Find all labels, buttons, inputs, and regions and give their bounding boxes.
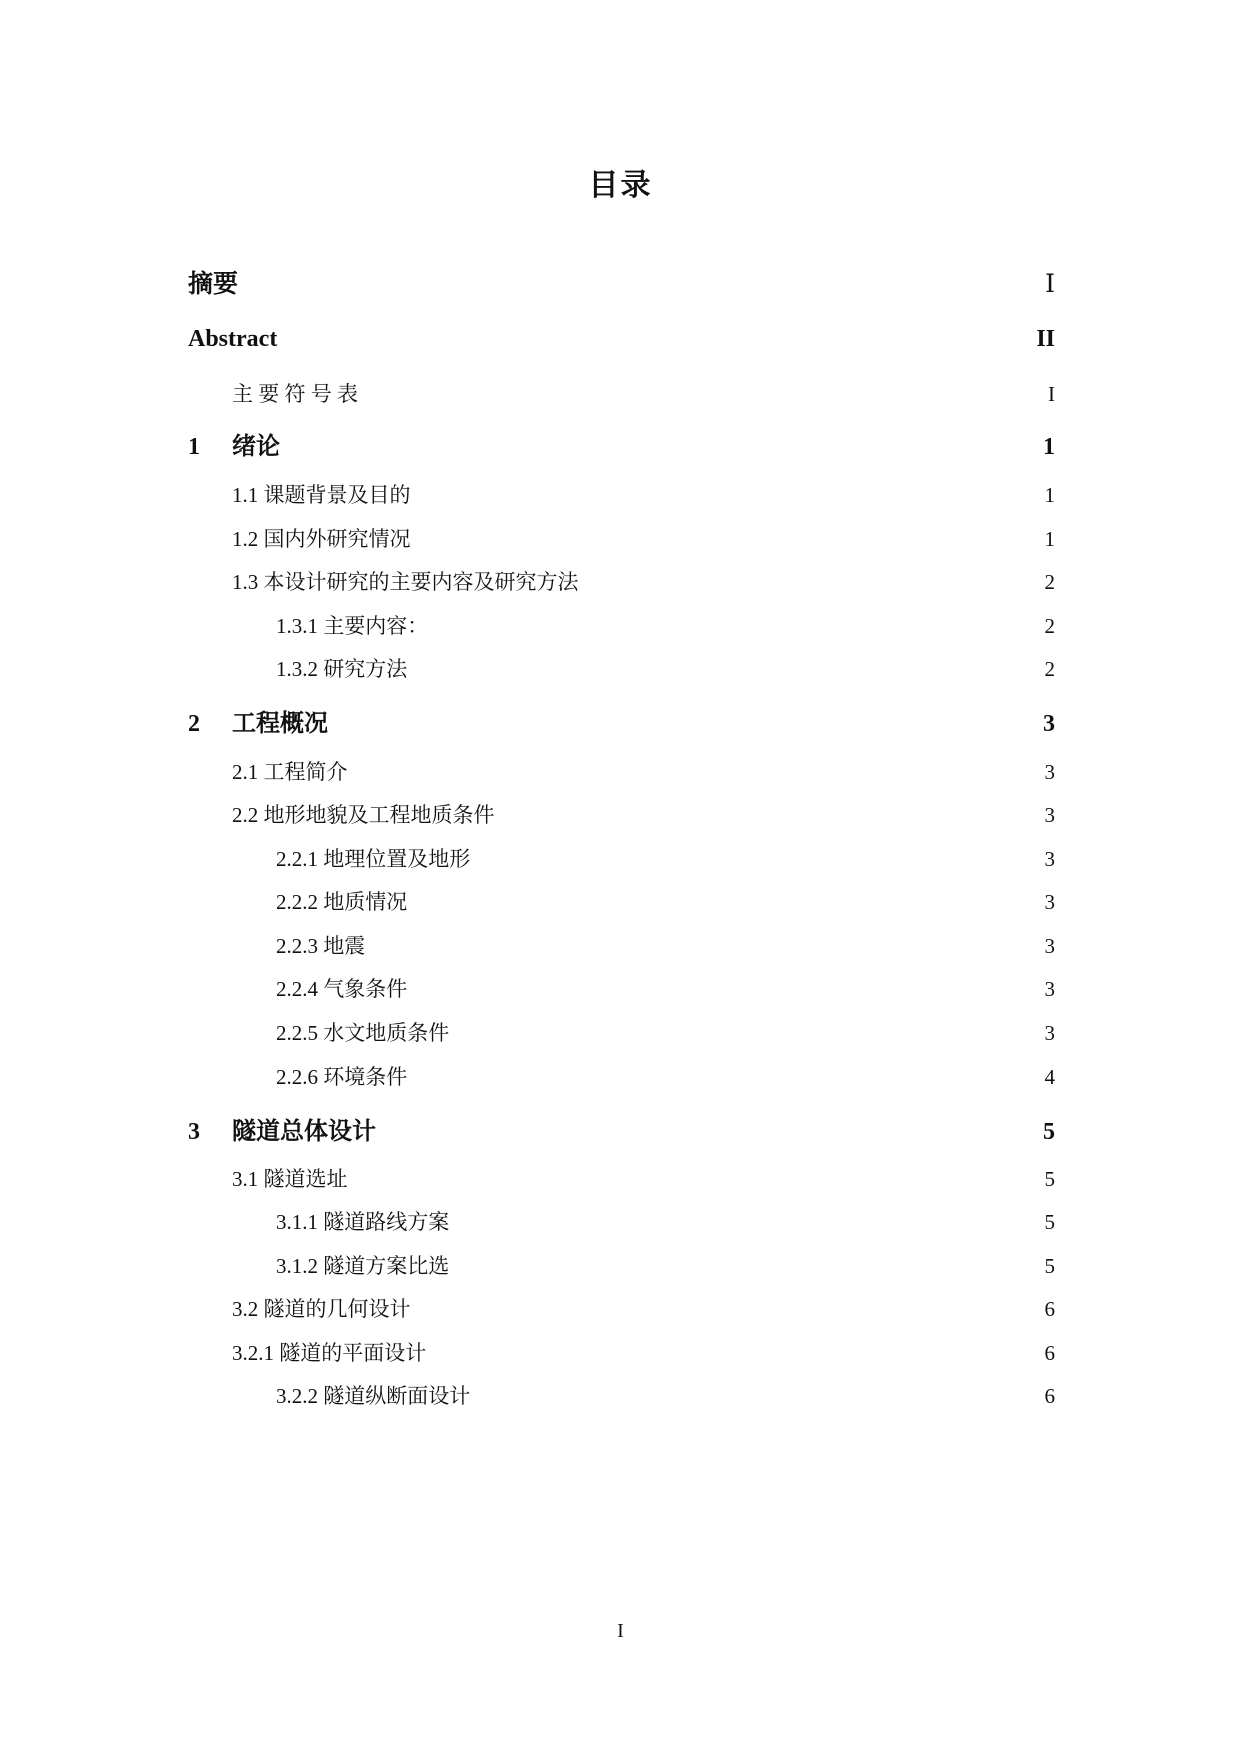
toc-entry-page: 1 (1043, 434, 1055, 460)
toc-entry-page: 5 (1044, 1167, 1055, 1191)
toc-entry-chapter-1[interactable] (188, 426, 1055, 461)
toc-entry-label: 主 要 符 号 表 (232, 382, 358, 406)
toc-entry-label: 工程概况 (232, 711, 328, 737)
toc-entry-page: 4 (1044, 1065, 1055, 1089)
toc-entry-label: 摘要 (188, 271, 239, 298)
toc-entry-2-2-6[interactable] (188, 1061, 1055, 1091)
toc-entry-label: 2.2 地形地貌及工程地质条件 (232, 803, 495, 827)
toc-entry-label: 1.3.1 主要内容： (276, 614, 429, 638)
toc-entry-label: 2.2.5 水文地质条件 (276, 1021, 450, 1045)
toc-entry-1-3-2[interactable] (188, 653, 1055, 683)
toc-entry-3-1[interactable] (188, 1163, 1055, 1193)
toc-entry-label: 2.2.3 地震 (276, 934, 366, 958)
toc-entry-3-2-2[interactable] (188, 1380, 1055, 1410)
toc-entry-label: 3.2.2 隧道纵断面设计 (276, 1384, 471, 1408)
page-number-footer: I (617, 1620, 624, 1642)
toc-entry-page: 2 (1044, 570, 1055, 594)
toc-entry-page: Ⅰ (1045, 271, 1055, 298)
toc-entry-page: 1 (1044, 483, 1055, 507)
toc-entry-label: 3.2.1 隧道的平面设计 (232, 1341, 427, 1365)
toc-entry-page: 3 (1044, 890, 1055, 914)
toc-entry-1-1[interactable] (188, 479, 1055, 509)
chapter-number: 2 (188, 711, 200, 737)
toc-entry-page: 6 (1044, 1384, 1055, 1408)
chapter-number: 3 (188, 1119, 200, 1145)
toc-entry-1-3-1[interactable] (188, 610, 1055, 640)
toc-entry-2-2-3[interactable] (188, 930, 1055, 960)
toc-entry-page: 6 (1044, 1341, 1055, 1365)
toc-entry-chapter-3[interactable] (188, 1111, 1055, 1146)
toc-entry-page: 2 (1044, 657, 1055, 681)
toc-entry-page: I (1048, 382, 1055, 406)
chapter-number: 1 (188, 434, 200, 460)
toc-entry-abstract-en[interactable] (188, 326, 1055, 353)
toc-entry-page: 3 (1043, 711, 1055, 737)
toc-entry-page: 2 (1044, 614, 1055, 638)
toc-entry-1-2[interactable] (188, 523, 1055, 553)
toc-entry-heading (188, 426, 282, 461)
toc-entry-2-2-4[interactable] (188, 973, 1055, 1003)
toc-entry-label: 2.2.6 环境条件 (276, 1065, 408, 1089)
toc-entry-label: 1.3 本设计研究的主要内容及研究方法 (232, 570, 579, 594)
toc-entry-page: 3 (1044, 847, 1055, 871)
toc-entry-label: 绪论 (232, 434, 280, 460)
toc-entry-3-1-2[interactable] (188, 1250, 1055, 1280)
toc-entry-page: 3 (1044, 934, 1055, 958)
toc-entry-1-3[interactable] (188, 566, 1055, 596)
toc-entry-label: 1.3.2 研究方法 (276, 657, 408, 681)
toc-entry-label: 2.1 工程简介 (232, 760, 348, 784)
toc-entry-2-2-2[interactable] (188, 886, 1055, 916)
toc-entry-heading (188, 703, 330, 738)
toc-entry-page: 3 (1044, 977, 1055, 1001)
toc-entry-3-2[interactable] (188, 1293, 1055, 1323)
toc-entry-page: 3 (1044, 803, 1055, 827)
toc-entry-2-2-1[interactable] (188, 843, 1055, 873)
toc-entry-page: 5 (1044, 1210, 1055, 1234)
toc-entry-label: 隧道总体设计 (232, 1119, 376, 1145)
toc-entry-label: 3.1 隧道选址 (232, 1167, 348, 1191)
toc-entry-chapter-2[interactable] (188, 703, 1055, 738)
toc-entry-label: 2.2.4 气象条件 (276, 977, 408, 1001)
toc-entry-page: 6 (1044, 1297, 1055, 1321)
toc-entry-3-1-1[interactable] (188, 1206, 1055, 1236)
toc-entry-label: 2.2.2 地质情况 (276, 890, 408, 914)
toc-entry-label: 1.2 国内外研究情况 (232, 527, 411, 551)
toc-entry-label: 3.1.1 隧道路线方案 (276, 1210, 450, 1234)
toc-entry-label: 1.1 课题背景及目的 (232, 483, 411, 507)
toc-entry-label: 2.2.1 地理位置及地形 (276, 847, 471, 871)
toc-entry-label: 3.2 隧道的几何设计 (232, 1297, 411, 1321)
toc-entry-page: 5 (1043, 1119, 1055, 1145)
toc-entry-2-1[interactable] (188, 756, 1055, 786)
toc-entry-page: 3 (1044, 1021, 1055, 1045)
toc-entry-page: II (1036, 326, 1055, 352)
toc-entry-label: 3.1.2 隧道方案比选 (276, 1254, 450, 1278)
toc-entry-2-2[interactable] (188, 799, 1055, 829)
toc-entry-page: 3 (1044, 760, 1055, 784)
toc-entry-2-2-5[interactable] (188, 1017, 1055, 1047)
page-title: 目录 (588, 169, 653, 202)
toc-entry-label: Abstract (188, 326, 278, 352)
toc-entry-3-2-1[interactable] (188, 1337, 1055, 1367)
toc-entry-page: 5 (1044, 1254, 1055, 1278)
toc-entry-page: 1 (1044, 527, 1055, 551)
toc-entry-symbols[interactable] (188, 378, 1055, 408)
toc-entry-abstract-cn[interactable] (188, 264, 1055, 300)
table-of-contents (188, 0, 1055, 1600)
toc-entry-heading (188, 1111, 378, 1146)
